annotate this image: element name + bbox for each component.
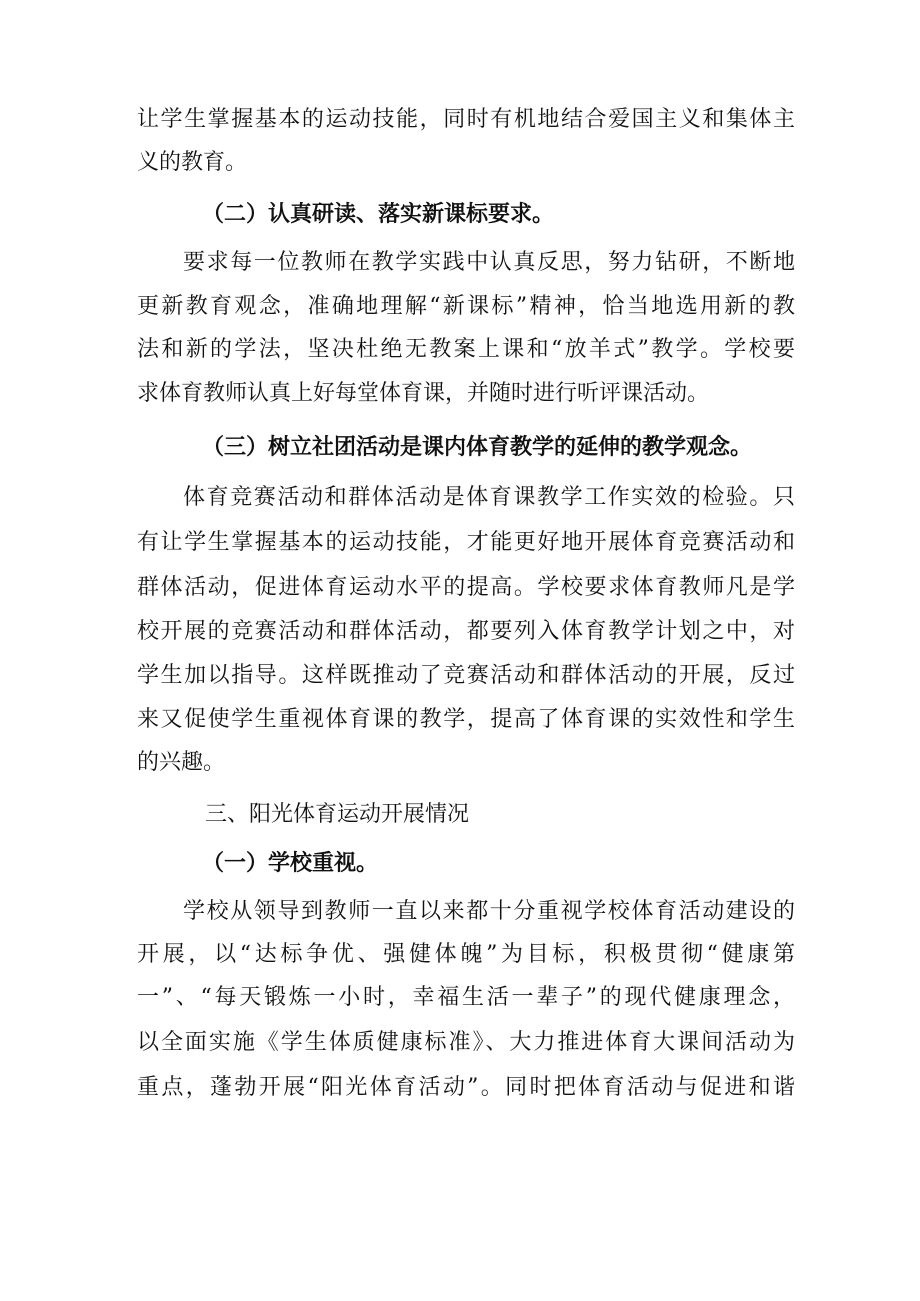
body-line: 学校从领导到教师一直以来都十分重视学校体育活动建设的 — [183, 899, 795, 924]
body-line: 以全面实施《学生体质健康标准》、大力推进体育大课间活动为 — [137, 1030, 795, 1055]
body-line: 学生加以指导。这样既推动了竞赛活动和群体活动的开展，反过 — [137, 663, 795, 688]
body-line: 义的教育。 — [137, 150, 248, 175]
section-heading: （三）树立社团活动是课内体育教学的延伸的教学观念。 — [202, 434, 753, 460]
body-line: 开展，以“达标争优、强健体魄”为目标，积极贯彻“健康第 — [137, 942, 795, 967]
section-heading: （二）认真研读、落实新课标要求。 — [202, 201, 555, 227]
body-line: 重点，蓬勃开展“阳光体育活动”。同时把体育活动与促进和谐 — [137, 1075, 795, 1100]
body-line: 体育竞赛活动和群体活动是体育课教学工作实效的检验。只 — [183, 485, 795, 510]
body-line: 有让学生掌握基本的运动技能，才能更好地开展体育竞赛活动和 — [137, 530, 795, 555]
section-heading: （一）学校重视。 — [202, 850, 379, 876]
body-line: 一”、“每天锻炼一小时，幸福生活一辈子”的现代健康理念， — [137, 985, 795, 1010]
body-line: 要求每一位教师在教学实践中认真反思，努力钻研，不断地 — [183, 250, 795, 275]
body-line: 让学生掌握基本的运动技能，同时有机地结合爱国主义和集体主 — [137, 107, 795, 132]
body-line: 求体育教师认真上好每堂体育课，并随时进行听评课活动。 — [137, 381, 710, 406]
body-line: 群体活动，促进体育运动水平的提高。学校要求体育教师凡是学 — [137, 575, 795, 600]
body-line: 的兴趣。 — [137, 750, 226, 775]
chapter-heading: 三、阳光体育运动开展情况 — [205, 802, 470, 827]
body-line: 法和新的学法，坚决杜绝无教案上课和“放羊式”教学。学校要 — [137, 337, 795, 362]
body-line: 校开展的竞赛活动和群体活动，都要列入体育教学计划之中，对 — [137, 619, 795, 644]
body-line: 更新教育观念，准确地理解“新课标”精神，恰当地选用新的教 — [137, 294, 795, 319]
body-line: 来又促使学生重视体育课的教学，提高了体育课的实效性和学生 — [137, 707, 795, 732]
